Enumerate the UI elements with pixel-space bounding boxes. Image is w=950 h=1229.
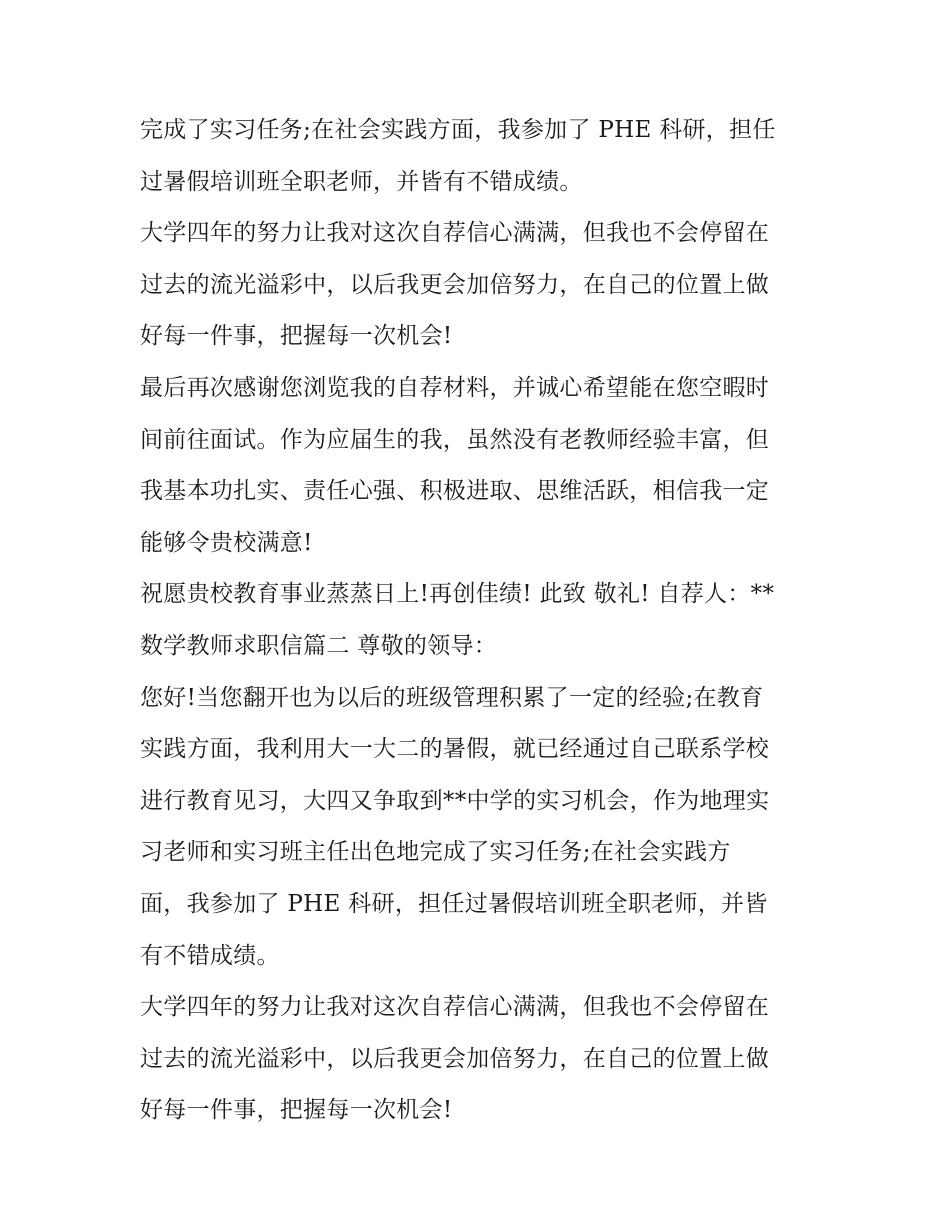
text-line: 过暑假培训班全职老师，并皆有不错成绩。 [140, 168, 583, 195]
text-line: 我基本功扎实、责任心强、积极进取、思维活跃，相信我一定 [140, 478, 770, 505]
text-line: 您好!当您翻开也为以后的班级管理积累了一定的经验;在教育 [140, 684, 764, 711]
document-body [140, 105, 820, 1137]
text-line: 间前往面试。作为应届生的我，虽然没有老教师经验丰富，但 [140, 426, 770, 453]
text-line: 习老师和实习班主任出色地完成了实习任务;在社会实践方 [140, 839, 731, 866]
text-line: 完成了实习任务;在社会实践方面，我参加了 PHE 科研，担任 [140, 117, 776, 143]
text-line: 数学教师求职信篇二 尊敬的领导： [140, 632, 498, 659]
text-line: 好每一件事，把握每一次机会! [140, 323, 453, 350]
text-line: 祝愿贵校教育事业蒸蒸日上!再创佳绩! 此致 敬礼! 自荐人：** [140, 581, 775, 608]
text-line: 进行教育见习，大四又争取到**中学的实习机会，作为地理实 [140, 787, 770, 814]
text-line: 大学四年的努力让我对这次自荐信心满满，但我也不会停留在 [140, 994, 770, 1021]
text-line: 过去的流光溢彩中，以后我更会加倍努力，在自己的位置上做 [140, 1045, 770, 1072]
text-line: 实践方面，我利用大一大二的暑假，就已经通过自己联系学校 [140, 736, 770, 763]
text-line: 好每一件事，把握每一次机会! [140, 1097, 453, 1124]
text-line: 最后再次感谢您浏览我的自荐材料，并诚心希望能在您空暇时 [140, 374, 770, 401]
text-line: 有不错成绩。 [140, 942, 280, 969]
text-line: 大学四年的努力让我对这次自荐信心满满，但我也不会停留在 [140, 220, 770, 247]
text-line: 能够令贵校满意! [140, 529, 313, 556]
text-line: 面，我参加了 PHE 科研，担任过暑假培训班全职老师，并皆 [140, 890, 768, 917]
text-line: 过去的流光溢彩中，以后我更会加倍努力，在自己的位置上做 [140, 271, 770, 298]
